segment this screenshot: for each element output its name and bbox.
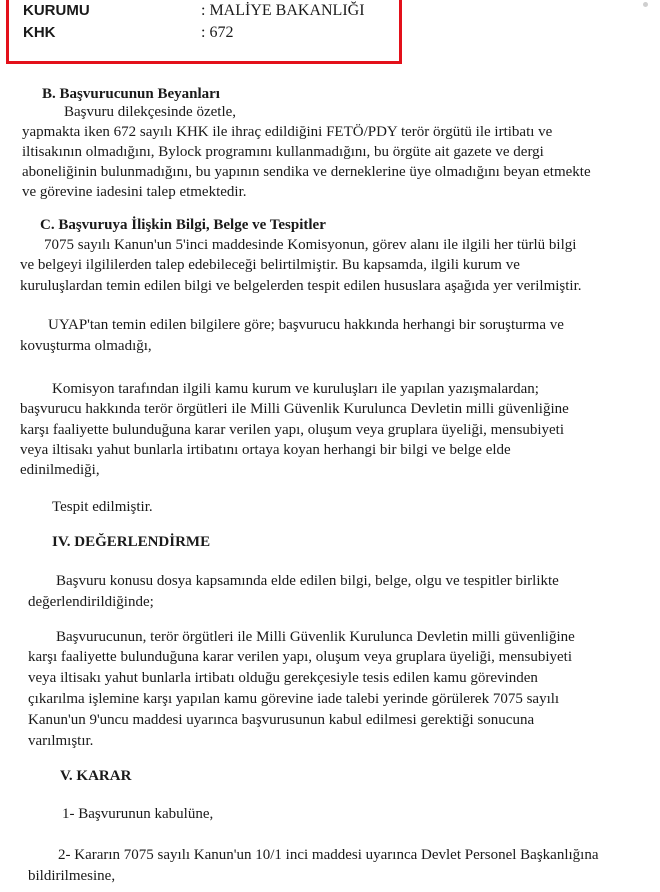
section-c-line: veya iltisakı yahut bunlarla irtibatını ortaya koyan herhangi bir bilgi ve belge elde xyxy=(20,442,511,458)
section-iv-line: Kanun'un 9'uncu maddesi uyarınca başvurusunun kabul edilmesi gerektiği sonucuna xyxy=(28,712,535,728)
section-iv-line: değerlendirildiğinde; xyxy=(28,594,154,610)
section-c-line: Tespit edilmiştir. xyxy=(52,499,153,515)
section-b-heading: B. Başvurucunun Beyanları xyxy=(42,86,220,102)
section-b-line: yapmakta iken 672 sayılı KHK ile ihraç edildiğini FETÖ/PDY terör örgütü ile irtibatı ve xyxy=(22,124,553,140)
section-c-line: 7075 sayılı Kanun'un 5'inci maddesinde Komisyonun, görev alanı ile ilgili her türlü bilgi xyxy=(44,237,577,253)
scan-speck xyxy=(643,2,648,7)
section-b-line: iltisakının olmadığını, Bylock programını kullanmadığını, bu örgüte ait gazete ve dergi xyxy=(22,144,544,160)
section-iv-heading: IV. DEĞERLENDİRME xyxy=(52,534,211,550)
section-c-line: ve belgeyi ilgililerden talep edebileceği belirtilmiştir. Bu kapsamda, ilgili kurum ve xyxy=(20,257,520,273)
section-iv-line: karşı faaliyette bulunduğuna karar verilen yapı, oluşum veya gruplara üyeliği, mensubiyeti xyxy=(28,649,572,665)
khk-value: : 672 xyxy=(201,24,234,41)
section-c-line: kovuşturma olmadığı, xyxy=(20,338,152,354)
kurumu-label: KURUMU xyxy=(23,2,90,19)
section-c-line: kuruluşlardan temin edilen bilgi ve belgelerden tespit edilen hususlara aşağıda yer verilmiştir. xyxy=(20,278,582,294)
section-iv-line: Başvurucunun, terör örgütleri ile Milli Güvenlik Kurulunca Devletin milli güvenliğine xyxy=(56,629,575,645)
section-v-heading: V. KARAR xyxy=(60,768,132,784)
karar-item-1: 1- Başvurunun kabulüne, xyxy=(62,806,214,822)
section-b-line: aboneliğinin bulunmadığını, bu yapının sendika ve derneklerine üye olmadığını beyan etmekte xyxy=(22,164,591,180)
section-c-heading: C. Başvuruya İlişkin Bilgi, Belge ve Tespitler xyxy=(40,217,326,233)
section-c-line: başvurucu hakkında terör örgütleri ile Milli Güvenlik Kurulunca Devletin milli güvenliğine xyxy=(20,401,569,417)
karar-item-2: 2- Kararın 7075 sayılı Kanun'un 10/1 inci maddesi uyarınca Devlet Personel Başkanlığına xyxy=(58,847,599,863)
kurumu-value: : MALİYE BAKANLIĞI xyxy=(201,2,365,19)
section-iv-line: Başvuru konusu dosya kapsamında elde edilen bilgi, belge, olgu ve tespitler birlikte xyxy=(56,573,559,589)
section-c-line: karşı faaliyette bulunduğuna karar verilen yapı, oluşum veya gruplara üyeliği, mensubiyeti xyxy=(20,422,564,438)
khk-label: KHK xyxy=(23,24,56,41)
section-b-line: ve görevine iadesini talep etmektedir. xyxy=(22,184,247,200)
section-c-line: UYAP'tan temin edilen bilgilere göre; başvurucu hakkında herhangi bir soruşturma ve xyxy=(48,317,564,333)
section-iv-line: çıkarılma işlemine karşı yapılan kamu görevine iade talebi yerinde görülerek 7075 sayılı xyxy=(28,691,560,707)
karar-item-2: bildirilmesine, xyxy=(28,868,116,884)
section-c-line: edinilmediği, xyxy=(20,462,100,478)
section-b-line: Başvuru dilekçesinde özetle, xyxy=(64,104,237,120)
header-row-khk xyxy=(23,24,234,41)
section-iv-line: veya iltisakı yahut bunlarla irtibatı olduğu gerekçesiyle tesis edilen kamu görevinden xyxy=(28,670,538,686)
section-c-line: Komisyon tarafından ilgili kamu kurum ve kuruluşları ile yapılan yazışmalardan; xyxy=(52,381,539,397)
header-row-kurumu xyxy=(23,2,365,19)
header-box xyxy=(6,0,402,64)
section-iv-line: varılmıştır. xyxy=(28,733,94,749)
